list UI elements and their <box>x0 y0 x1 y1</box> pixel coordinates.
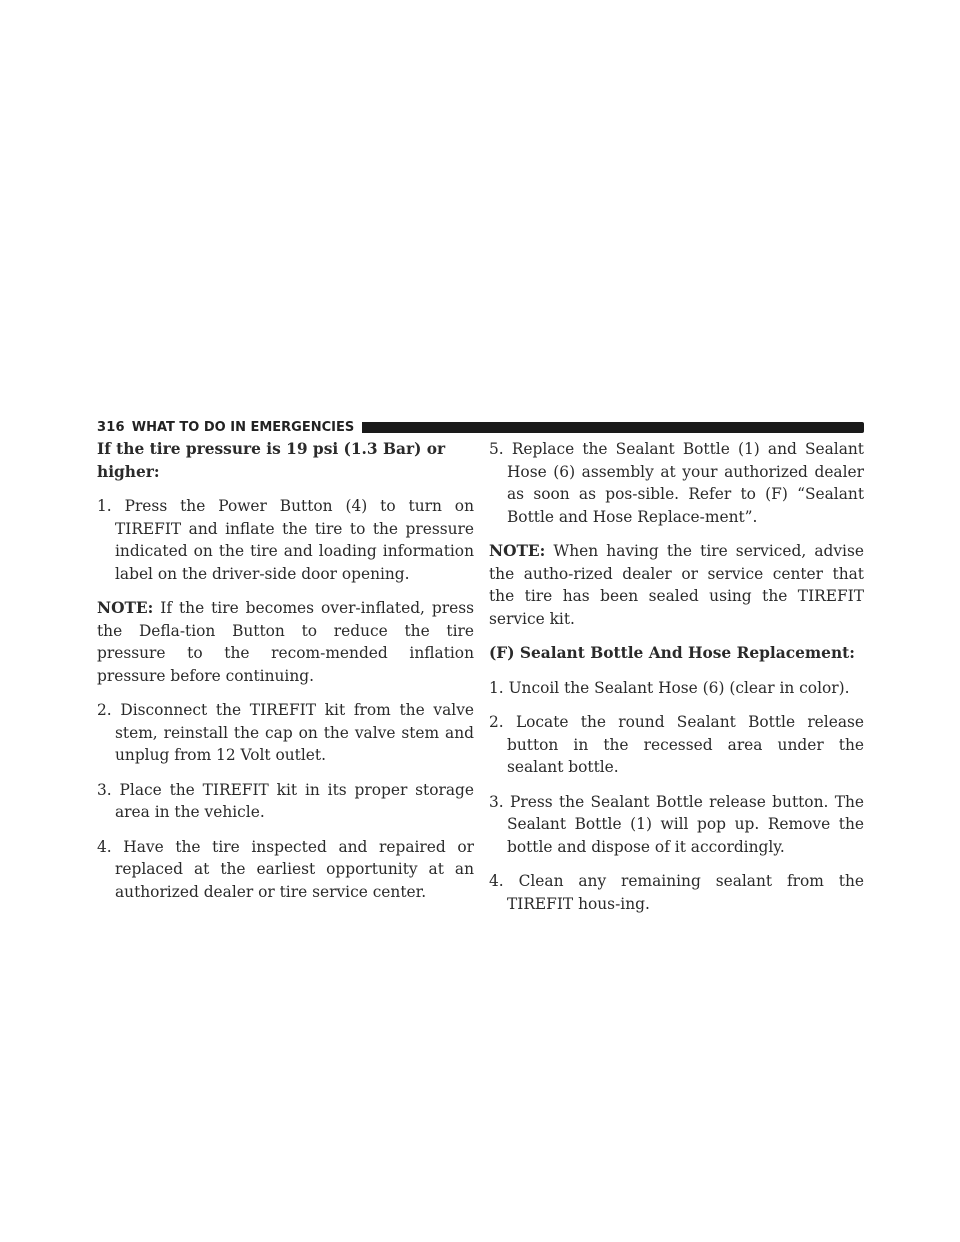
right-column <box>489 438 864 927</box>
page-number: 316 <box>97 419 125 435</box>
note-paragraph <box>489 540 864 630</box>
section-title: WHAT TO DO IN EMERGENCIES <box>131 419 355 435</box>
note-label: NOTE: <box>489 542 546 560</box>
note-text: If the tire becomes over-inflated, press the Defla-tion Button to reduce the tire pressure to the recom-mended inflation pressure before continuing. <box>97 599 474 685</box>
note-paragraph <box>97 597 474 687</box>
list-item: 5. Replace the Sealant Bottle (1) and Sealant Hose (6) assembly at your authorized dealer as soon as pos-sible. Refer to (F) “Sealant Bottle and Hose Replace-ment”. <box>489 440 864 526</box>
list-item: 3. Press the Sealant Bottle release button. The Sealant Bottle (1) will pop up. Remove the bottle and dispose of it accordingly. <box>489 792 864 856</box>
list-item: 2. Locate the round Sealant Bottle release button in the recessed area under the sealant bottle. <box>489 713 864 776</box>
note-label: NOTE: <box>97 599 154 617</box>
left-heading: If the tire pressure is 19 psi (1.3 Bar) or higher: <box>97 440 446 481</box>
list-item: 4. Have the tire inspected and repaired or replaced at the earliest opportunity at an authorized dealer or tire service center. <box>97 837 474 901</box>
list-item: 4. Clean any remaining sealant from the TIREFIT hous-ing. <box>489 872 864 913</box>
header-rule <box>362 422 864 433</box>
list-item: 2. Disconnect the TIREFIT kit from the valve stem, reinstall the cap on the valve stem and unplug from 12 Volt outlet. <box>97 701 474 764</box>
right-heading: (F) Sealant Bottle And Hose Replacement: <box>489 644 855 662</box>
note-text: When having the tire serviced, advise the autho-rized dealer or service center that the tire has been sealed using the TIREFIT service kit. <box>489 542 864 628</box>
page-header <box>97 418 864 436</box>
list-item: 3. Place the TIREFIT kit in its proper storage area in the vehicle. <box>97 780 474 821</box>
left-column <box>97 438 474 915</box>
list-item: 1. Uncoil the Sealant Hose (6) (clear in color). <box>489 678 850 697</box>
list-item: 1. Press the Power Button (4) to turn on TIREFIT and inflate the tire to the pressure indicated on the tire and loading information label on the driver-side door opening. <box>97 497 474 583</box>
